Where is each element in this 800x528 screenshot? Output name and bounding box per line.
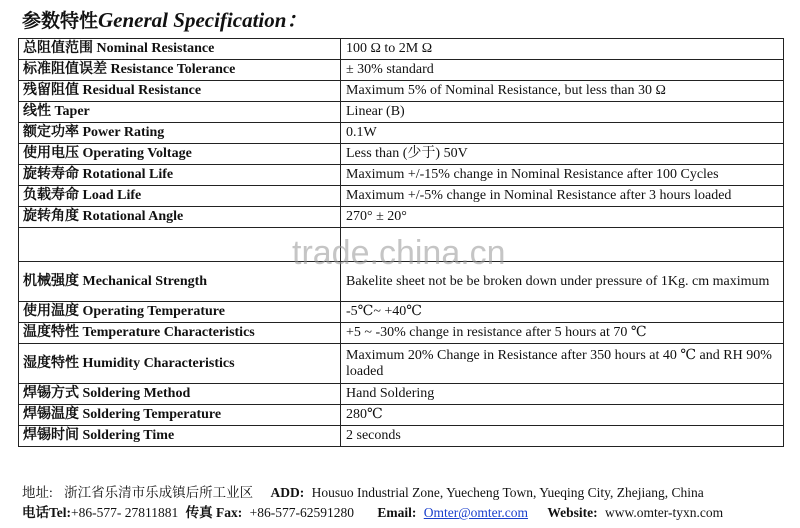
spec-row: [19, 186, 784, 207]
spec-value: 100 Ω to 2M Ω: [341, 39, 784, 60]
spec-key: 湿度特性 Humidity Characteristics: [19, 344, 341, 384]
spec-key: 机械强度 Mechanical Strength: [19, 262, 341, 302]
spec-table: [18, 38, 784, 447]
spec-value: Maximum +/-15% change in Nominal Resistance after 100 Cycles: [341, 165, 784, 186]
fax-value: +86-577-62591280: [249, 505, 354, 520]
website-label: Website:: [547, 505, 598, 520]
spec-row: [19, 60, 784, 81]
spec-key: [19, 228, 341, 262]
spec-key: 标准阻值误差 Resistance Tolerance: [19, 60, 341, 81]
spec-value: 2 seconds: [341, 426, 784, 447]
page-title: [22, 4, 307, 34]
website-value: www.omter-tyxn.com: [605, 505, 724, 520]
spec-row: [19, 207, 784, 228]
spec-key: 使用电压 Operating Voltage: [19, 144, 341, 165]
spec-row: [19, 426, 784, 447]
spec-row: [19, 228, 784, 262]
spec-key: 旋转寿命 Rotational Life: [19, 165, 341, 186]
title-cn: 参数特性: [22, 11, 99, 32]
spec-value: Maximum 5% of Nominal Resistance, but less than 30 Ω: [341, 81, 784, 102]
spec-key: 线性 Taper: [19, 102, 341, 123]
spec-value: +5 ~ -30% change in resistance after 5 hours at 70 ℃: [341, 323, 784, 344]
tel-label: 电话Tel:: [22, 505, 72, 520]
spec-row: [19, 39, 784, 60]
tel-value: +86-577- 27811881: [71, 505, 179, 520]
spec-value: 0.1W: [341, 123, 784, 144]
spec-row: [19, 123, 784, 144]
fax-label: 传真 Fax:: [185, 505, 243, 520]
spec-key: 残留阻值 Residual Resistance: [19, 81, 341, 102]
footer-address-line: [22, 485, 704, 501]
spec-row: [19, 102, 784, 123]
spec-row: [19, 323, 784, 344]
address-cn: 浙江省乐清市乐成镇后所工业区: [64, 485, 254, 500]
spec-row: [19, 144, 784, 165]
email-label: Email:: [377, 505, 417, 520]
spec-key: 总阻值范围 Nominal Resistance: [19, 39, 341, 60]
spec-value: Bakelite sheet not be be broken down under pressure of 1Kg. cm maximum: [341, 262, 784, 302]
spec-value: [341, 228, 784, 262]
spec-row: [19, 165, 784, 186]
title-colon: ：: [286, 8, 308, 32]
spec-key: 使用温度 Operating Temperature: [19, 302, 341, 323]
spec-key: 焊锡温度 Soldering Temperature: [19, 405, 341, 426]
address-cn-label: 地址:: [22, 485, 53, 500]
spec-value: 280℃: [341, 405, 784, 426]
spec-value: Linear (B): [341, 102, 784, 123]
spec-table-body: [19, 39, 784, 447]
spec-value: Hand Soldering: [341, 384, 784, 405]
spec-key: 焊锡方式 Soldering Method: [19, 384, 341, 405]
email-link[interactable]: Omter@omter.com: [423, 505, 529, 520]
spec-value: ± 30% standard: [341, 60, 784, 81]
footer-contact-line: [22, 505, 723, 521]
spec-value: -5℃~ +40℃: [341, 302, 784, 323]
title-en: General Specification: [98, 8, 287, 32]
spec-value: Maximum +/-5% change in Nominal Resistance after 3 hours loaded: [341, 186, 784, 207]
spec-key: 焊锡时间 Soldering Time: [19, 426, 341, 447]
spec-row: [19, 302, 784, 323]
spec-value: Less than (少于) 50V: [341, 144, 784, 165]
spec-row: [19, 81, 784, 102]
spec-key: 额定功率 Power Rating: [19, 123, 341, 144]
spec-key: 负载寿命 Load Life: [19, 186, 341, 207]
spec-row: [19, 405, 784, 426]
spec-value: Maximum 20% Change in Resistance after 350 hours at 40 ℃ and RH 90% loaded: [341, 344, 784, 384]
watermark: trade.china.cn: [292, 234, 506, 272]
spec-row: [19, 344, 784, 384]
spec-value: 270° ± 20°: [341, 207, 784, 228]
spec-key: 旋转角度 Rotational Angle: [19, 207, 341, 228]
spec-key: 温度特性 Temperature Characteristics: [19, 323, 341, 344]
spec-row: [19, 262, 784, 302]
address-en-label: ADD:: [270, 485, 305, 500]
address-en: Housuo Industrial Zone, Yuecheng Town, Yueqing City, Zhejiang, China: [311, 485, 704, 500]
spec-row: [19, 384, 784, 405]
